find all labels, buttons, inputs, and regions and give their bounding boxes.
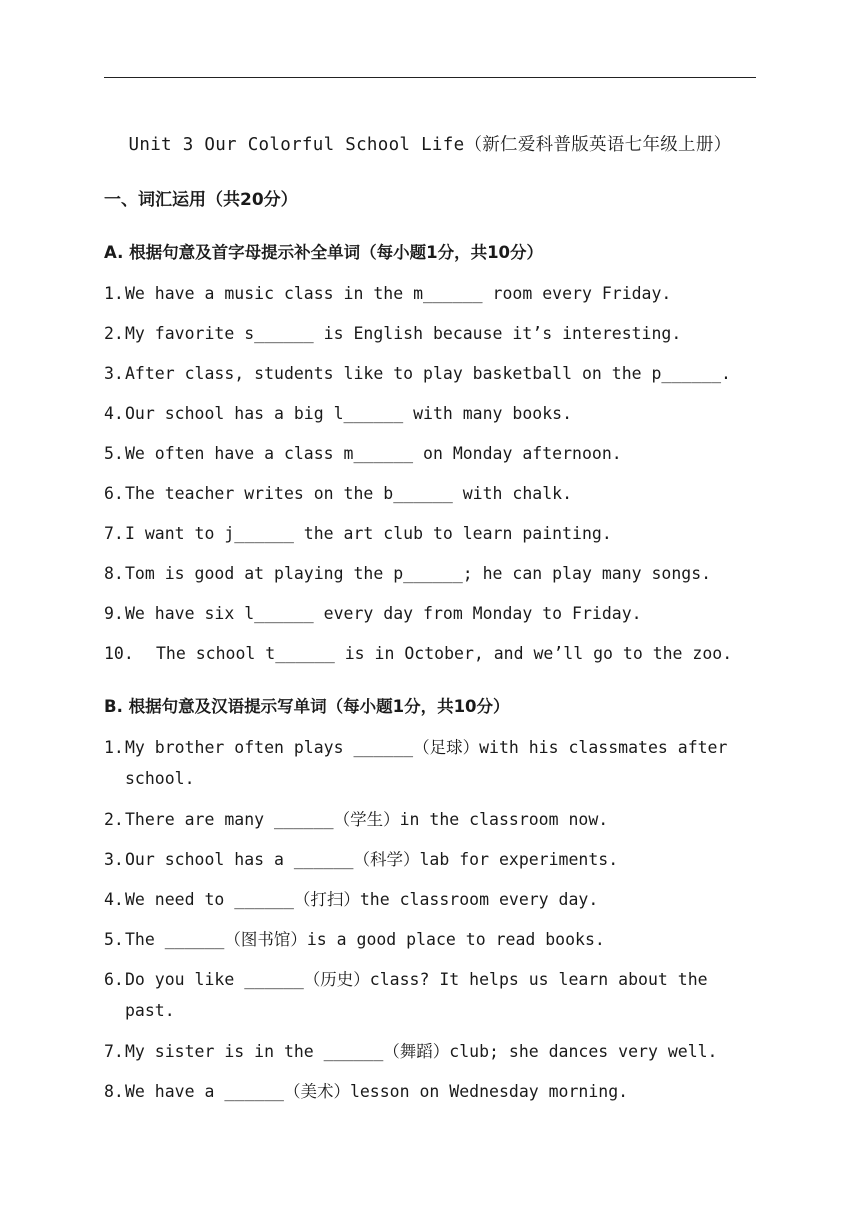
part-b-question-4 — [104, 884, 756, 915]
part-b-heading: B. 根据句意及汉语提示写单词（每小题1分，共10分） — [104, 697, 510, 716]
header-rule — [104, 77, 756, 78]
question-text: My favorite s______ is English because it’s interesting. — [125, 324, 682, 343]
question-number: 1. — [104, 738, 124, 757]
part-a-question-3 — [104, 358, 756, 389]
question-number: 5. — [104, 444, 124, 463]
part-a-question-9 — [104, 598, 756, 629]
part-b-question-3 — [104, 844, 756, 875]
question-text: The teacher writes on the b______ with chalk. — [125, 484, 573, 503]
question-number: 4. — [104, 404, 124, 423]
question-text: We have a music class in the m______ room every Friday. — [125, 284, 672, 303]
part-a-question-1 — [104, 278, 756, 309]
part-a-question-4 — [104, 398, 756, 429]
part-b-question-5 — [104, 924, 756, 955]
question-number: 3. — [104, 850, 124, 869]
question-text: I want to j______ the art club to learn painting. — [125, 524, 612, 543]
question-text: After class, students like to play basketball on the p______. — [125, 364, 731, 383]
question-text: Tom is good at playing the p______; he can play many songs. — [125, 564, 712, 583]
question-text: We have a ______（美术）lesson on Wednesday morning. — [125, 1082, 629, 1101]
question-text: My sister is in the ______（舞蹈）club; she dances very well. — [125, 1042, 718, 1061]
part-b-question-1 — [104, 732, 756, 794]
question-text: The school t______ is in October, and we’ll go to the zoo. — [156, 644, 733, 663]
question-number: 5. — [104, 930, 124, 949]
question-text: We need to ______（打扫）the classroom every day. — [125, 890, 599, 909]
part-b-question-8 — [104, 1076, 756, 1107]
question-number: 7. — [104, 524, 124, 543]
question-number: 6. — [104, 484, 124, 503]
part-a-question-5 — [104, 438, 756, 469]
question-text: We have six l______ every day from Monday to Friday. — [125, 604, 642, 623]
part-b-question-7 — [104, 1036, 756, 1067]
question-text: Our school has a ______（科学）lab for experiments. — [125, 850, 619, 869]
document-title: Unit 3 Our Colorful School Life（新仁爱科普版英语七年级上册） — [128, 135, 732, 155]
question-number: 10. — [104, 644, 134, 663]
question-text: Do you like ______（历史）class? It helps us learn about the past. — [125, 970, 708, 1020]
part-a-question-6 — [104, 478, 756, 509]
question-text: Our school has a big l______ with many books. — [125, 404, 573, 423]
section-heading-vocabulary: 一、词汇运用（共20分） — [104, 190, 298, 210]
part-a-question-7 — [104, 518, 756, 549]
question-number: 6. — [104, 970, 124, 989]
question-number: 1. — [104, 284, 124, 303]
question-number: 8. — [104, 564, 124, 583]
part-a-question-8 — [104, 558, 756, 589]
question-number: 9. — [104, 604, 124, 623]
question-number: 2. — [104, 324, 124, 343]
question-text: The ______（图书馆）is a good place to read books. — [125, 930, 605, 949]
part-b-question-2 — [104, 804, 756, 835]
question-number: 4. — [104, 890, 124, 909]
question-number: 2. — [104, 810, 124, 829]
question-number: 8. — [104, 1082, 124, 1101]
question-number: 7. — [104, 1042, 124, 1061]
part-a-question-2 — [104, 318, 756, 349]
part-a-question-10 — [104, 638, 756, 669]
question-text: My brother often plays ______（足球）with his classmates after school. — [125, 738, 728, 788]
question-text: We often have a class m______ on Monday afternoon. — [125, 444, 622, 463]
question-text: There are many ______（学生）in the classroom now. — [125, 810, 609, 829]
part-b-question-6 — [104, 964, 756, 1026]
part-a-heading: A. 根据句意及首字母提示补全单词（每小题1分，共10分） — [104, 243, 544, 262]
question-number: 3. — [104, 364, 124, 383]
